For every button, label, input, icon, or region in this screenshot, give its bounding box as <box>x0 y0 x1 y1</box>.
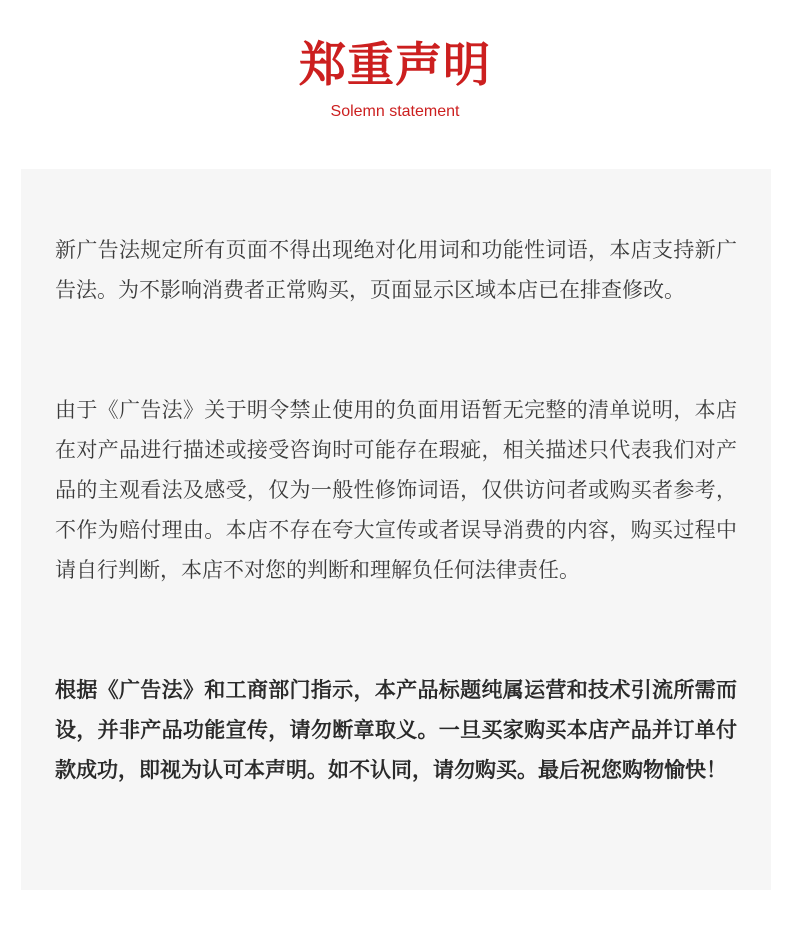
statement-paragraph-1: 新广告法规定所有页面不得出现绝对化用词和功能性词语，本店支持新广告法。为不影响消费者正常购买，页面显示区域本店已在排查修改。 <box>55 238 737 302</box>
statement-panel <box>21 169 771 890</box>
statement-paragraph-2: 由于《广告法》关于明令禁止使用的负面用语暂无完整的清单说明，本店在对产品进行描述或接受咨询时可能存在瑕疵，相关描述只代表我们对产品的主观看法及感受，仅为一般性修饰词语，仅供访问者或购买者参考，不作为赔付理由。本店不存在夸大宣传或者误导消费的内容，购买过程中请自行判断，本店不对您的判断和理解负任何法律责任。 <box>55 398 737 582</box>
page-title: 郑重声明 <box>299 38 491 93</box>
statement-paragraph-3: 根据《广告法》和工商部门指示，本产品标题纯属运营和技术引流所需而设，并非产品功能宣传，请勿断章取义。一旦买家购买本店产品并订单付款成功，即视为认可本声明。如不认同，请勿购买。最后祝您购物愉快！ <box>55 678 737 782</box>
page-subtitle: Solemn statement <box>330 103 460 120</box>
